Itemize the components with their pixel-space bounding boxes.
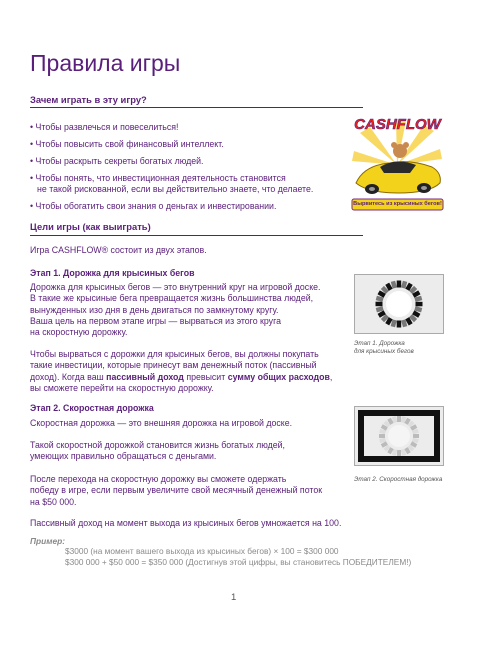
stage1-paragraph <box>30 282 350 338</box>
logo-banner-text: Вырвитесь из крысиных бегов! <box>353 201 442 207</box>
text-line: вы сможете перейти на скоростную дорожку. <box>30 382 214 393</box>
text-line: на скоростную дорожку. <box>30 327 128 338</box>
example-line: $300 000 + $50 000 = $350 000 (Достигнув этой цифры, вы становитесь ПОБЕДИТЕЛЕМ!) <box>65 557 412 567</box>
multiplier-note: Пассивный доход на момент выхода из крысиных бегов умножается на 100. <box>30 518 342 528</box>
section-heading-goals: Цели игры (как выиграть) <box>30 221 151 232</box>
why-bullet-list <box>30 122 360 218</box>
text-span: превысит <box>183 371 228 382</box>
bullet-item-continuation: не такой рискованной, если вы действительно знаете, что делаете. <box>37 183 314 194</box>
text-span: доход). Когда ваш <box>30 371 107 382</box>
text-line: В такие же крысиные бега превращается жизнь большинства людей, <box>30 293 314 304</box>
example-block <box>65 546 411 568</box>
bullet-item: • Чтобы повысить свой финансовый интеллект. <box>30 138 224 149</box>
stage2-heading: Этап 2. Скоростная дорожка <box>30 403 154 413</box>
text-line: Чтобы вырваться с дорожки для крысиных бегов, вы должны покупать <box>30 349 319 359</box>
cashflow-logo <box>350 113 445 213</box>
example-line: $3000 (на момент вашего выхода из крысиных бегов) × 100 = $300 000 <box>65 546 339 556</box>
bullet-item: • Чтобы понять, что инвестиционная деятельность становится <box>30 172 286 183</box>
stage1-paragraph-2 <box>30 349 350 394</box>
text-line-with-emphasis <box>30 372 350 383</box>
text-line: Ваша цель на первом этапе игры — вырваться из этого круга <box>30 315 281 326</box>
text-line: Такой скоростной дорожкой становится жизнь богатых людей, <box>30 440 285 450</box>
example-label: Пример: <box>30 536 66 546</box>
caption-line: для крысиных бегов <box>354 348 414 355</box>
bullet-item: • Чтобы раскрыть секреты богатых людей. <box>30 155 204 166</box>
text-line: вынужденных изо дня в день двигаться по замкнутому кругу. <box>30 304 279 315</box>
stage1-caption <box>354 340 414 356</box>
stage2-line: Скоростная дорожка — это внешняя дорожка на игровой доске. <box>30 418 293 428</box>
text-line: победу в игре, если первым увеличите свой месячный денежный поток <box>30 485 323 496</box>
bullet-item: • Чтобы обогатить свои знания о деньгах и инвестировании. <box>30 200 277 211</box>
section-heading-why: Зачем играть в эту игру? <box>30 94 147 105</box>
page-number: 1 <box>231 592 237 603</box>
section-divider <box>30 235 363 236</box>
stage2-paragraph-2 <box>30 474 322 508</box>
text-line: на $50 000. <box>30 496 77 507</box>
goals-intro: Игра CASHFLOW® состоит из двух этапов. <box>30 245 207 255</box>
total-expenses-emphasis: сумму общих расходов <box>227 371 330 382</box>
passive-income-emphasis: пассивный доход <box>106 371 184 382</box>
stage2-caption: Этап 2. Скоростная дорожка <box>354 476 443 483</box>
page-title: Правила игры <box>30 50 181 76</box>
text-line: После перехода на скоростную дорожку вы сможете одержать <box>30 474 287 484</box>
text-line: Дорожка для крысиных бегов — это внутренний круг на игровой доске. <box>30 282 321 292</box>
text-line: умеющих правильно обращаться с деньгами. <box>30 451 217 462</box>
stage1-heading: Этап 1. Дорожка для крысиных бегов <box>30 268 195 278</box>
bullet-item: • Чтобы развлечься и повеселиться! <box>30 122 179 132</box>
stage2-paragraph <box>30 440 285 463</box>
section-divider <box>30 107 363 108</box>
text-span: , <box>329 371 333 382</box>
stage1-board-image <box>354 274 444 334</box>
text-line: такие инвестиции, которые принесут вам денежный поток (пассивный <box>30 360 317 371</box>
stage2-board-image <box>354 406 444 466</box>
logo-brand-text: CASHFLOW <box>354 116 441 133</box>
caption-line: Этап 1. Дорожка <box>354 340 405 347</box>
